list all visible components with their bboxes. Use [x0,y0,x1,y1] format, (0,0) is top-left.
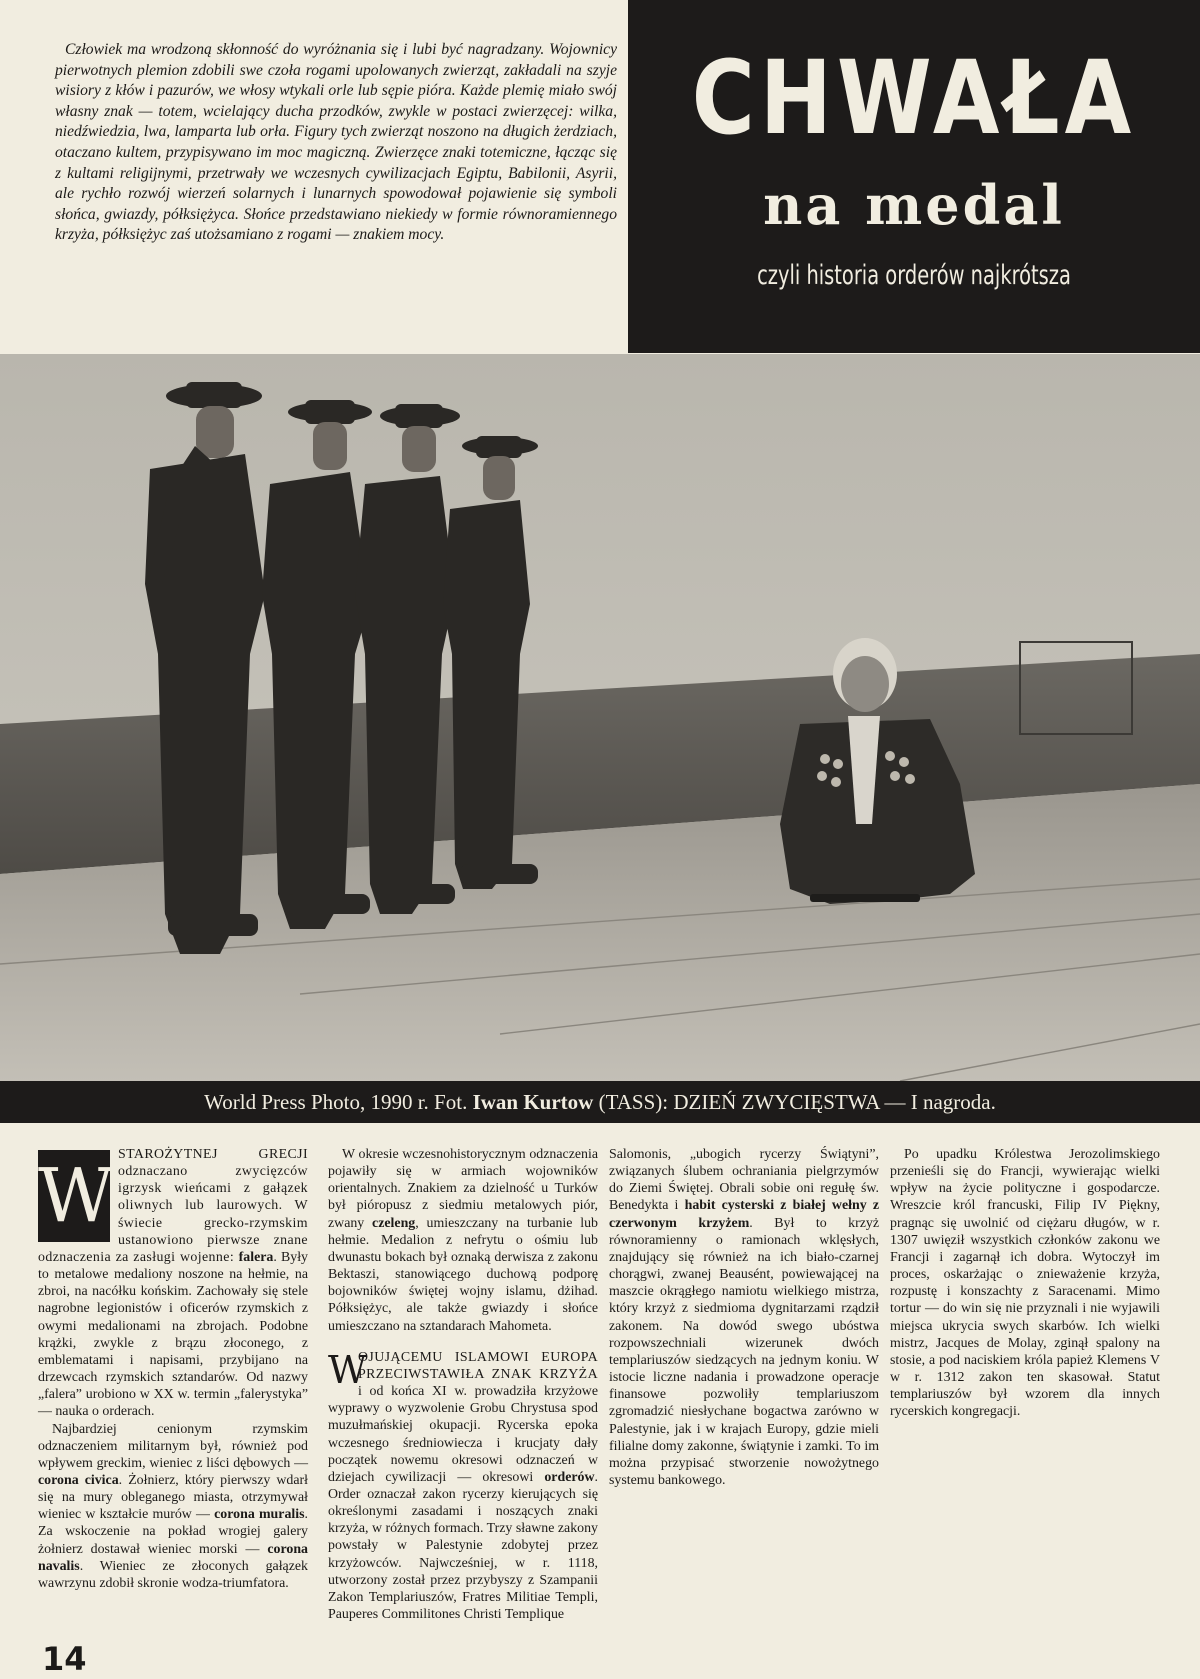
article-column-4 [890,1146,1160,1421]
drop-cap: W [38,1150,110,1242]
intro-paragraph: Człowiek ma wrodzoną skłonność do wyróżnania się i lubi być nagradzany. Wojownicy pierwotnych plemion zdobili swe czoła rogami upolowanych zwierząt, zakładali na szyje wisiory z kłów i pazurów, we włosy wtykali orle lub sępie pióra. Każde plemię miało swój własny znak — totem, wcielający ducha przodków, zwykle w postaci zwierzęcej: wilka, niedźwiedzia, lwa, lamparta lub orła. Figury tych zwierząt noszono na długich żerdziach, otaczano kultem, przypisywano im moc magiczną. Zwierzęce znaki totemiczne, łącząc się z kultami religijnymi, przetrwały we wczesnych cywilizacjach Egiptu, Babilonii, Asyrii, ale rychło rozwój wierzeń solarnych i lunarnych spowodował pojawienie się symboli słońca, gwiazdy, półksiężyca. Słońce przedstawiano niekiedy w formie równoramiennego krzyża, półksiężyc zaś utożsamiano z rogami — znakiem mocy. [55,41,617,244]
title-subtitle: na medal [763,173,1065,237]
article-paragraph-4-cont: Salomonis, „ubogich rycerzy Świątyni”, związanych ślubem ochraniania pielgrzymów do Ziemi Świętej. Obrali sobie oni regułę św. Benedykta i habit cysterski z białej wełny z czerwonym krzyżem. Był to krzyż równoramienny o ramionach wklęsłych, znajdujący się również na ich biało-czarnej chorągwi, zwanej Beausént, powiewającej na maszcie okrągłego namiotu wielkiego mistrza, który krzyż z siedmioma dygnitarzami rządził zakonem. Na dowód swego ubóstwa rozpowszechniali wizerunek dwóch templariuszów siedzących na jednym koniu. W istocie liczne nadania i prowadzone operacje finansowe pozwoliły templariuszom zgromadzić niesłychane bogactwa zarówno w Palestynie, jak i w krajach Europy, gdzie mieli filialne domy zakonne, świątynie i zamki. To im można przypisać stworzenie nowożytnego systemu bankowego. [609,1147,880,1488]
article-column-1 [38,1146,308,1592]
title-tagline: czyli historia orderów najkrótsza [757,260,1071,291]
article-column-2 [328,1146,598,1623]
caption-text-2: (TASS): DZIEŃ ZWYCIĘSTWA — I nagroda. [593,1090,996,1114]
article-paragraph-3: W okresie wczesnohistorycznym odznaczenia pojawiły się w armiach wojowników orientalnych. Znakiem za dzielność u Turków był pióropusz z siedmiu metalowych piór, zwany czeleng, umieszczany na turbanie lub hełmie. Medalion z nefrytu o ośmiu lub dwunastu bokach był oznaką derwisza z zakonu Bektaszi, stanowiącego duchową podporę bojowników świętej wojny islamu, dżihad. Półksiężyc, ale także gwiazdy i słońce umieszczano na sztandarach Mahometa. [328,1147,598,1334]
page-title: CHWAŁA [691,39,1137,158]
photo-caption [0,1081,1200,1123]
page-number: 14 [42,1640,87,1678]
press-photo [0,354,1200,1081]
section-lead: OJUJĄCEMU ISLAMOWI EUROPA PRZECIWSTAWIŁA ZNAK KRZYŻA [358,1349,598,1382]
article-column-3 [609,1146,879,1489]
article-paragraph-1: W STAROŻYTNEJ GRECJI odznaczano zwycięzców igrzysk wieńcami z gałązek oliwnych lub laurowych. W świecie grecko-rzymskim ustanowiono pierwsze znane odznaczenia za zasługi wojenne: falera. Były to metalowe medaliony noszone na hełmie, na zbroi, na nacółku końskim. Zachowały się stele nagrobne legionistów i oficerów rzymskich z owymi medalionami na zbrojach. Podobne krążki, zwykle z brązu złoconego, z emblematami i napisami, przybijano na drzewcach rzymskich sztandarów. Od nazwy „falera” urobiono w XX w. termin „falerystyka” — nauka o orderach. [38,1147,308,1420]
caption-author: Iwan Kurtow [472,1090,594,1114]
drop-cap-2: W [328,1347,368,1392]
article-paragraph-2: Najbardziej cenionym rzymskim odznaczeniem militarnym był, również pod wpływem greckim, wieniec z liści dębowych — corona civica. Żołnierz, który pierwszy wdarł się na mury obleganego miasta, otrzymywał wieniec w kształcie murów — corona muralis. Za wskoczenie na pokład wrogiej galery żołnierz dostawał wieniec morski — corona navalis. Wieniec ze złoconych gałązek wawrzynu zdobił skronie wodza-triumfatora. [38,1421,308,1591]
article-paragraph-5: Po upadku Królestwa Jerozolimskiego przenieśli się do Francji, wywierając wielki wpływ na życie polityczne i gospodarcze. Wreszcie król francuski, Filip IV Piękny, pragnąc się uwolnić od ciężaru długów, w r. 1307 uwięził wszystkich członków zakonu we Francji i zagarnął ich dobra. Wytoczył im proces, oskarżając o znieważenie krzyża, rozpustę i konszachty z Saracenami. Mimo tortur — do win się nie przyznali i nie wyjawili miejsca ukrycia swych skarbów. Ich wielki mistrz, Jacques de Molay, zginął spalony na stosie, a pod naciskiem króla papież Klemens V w r. 1312 zakon ten skasował. Statut templariuszów był wzorem dla innych rycerskich kongregacji. [890,1147,1160,1420]
title-block [628,0,1200,353]
caption-text-1: World Press Photo, 1990 r. Fot. [204,1090,473,1114]
article-paragraph-4: W OJUJĄCEMU ISLAMOWI EUROPA PRZECIWSTAWIŁA ZNAK KRZYŻA i od końca XI w. prowadziła krzyżowe wyprawy o wyzwolenie Grobu Chrystusa spod muzułmańskiej okupacji. Rycerska epoka wczesnego średniowiecza i krucjaty dały początek nowemu okresowi odznaczeń w dziejach cywilizacji — okresowi orderów. Order oznaczał zakon rycerzy kierujących się określonymi zasadami i noszących znaki krzyża, w różnych formach. Trzy sławne zakony powstały w Palestynie zdobytej przez krzyżowców. Najwcześniej, w r. 1118, utworzony został przez przybyszy z Szampanii Zakon Templariuszów, Fratres Militiae Templi, Pauperes Commilitones Christi Templique [328,1347,599,1623]
